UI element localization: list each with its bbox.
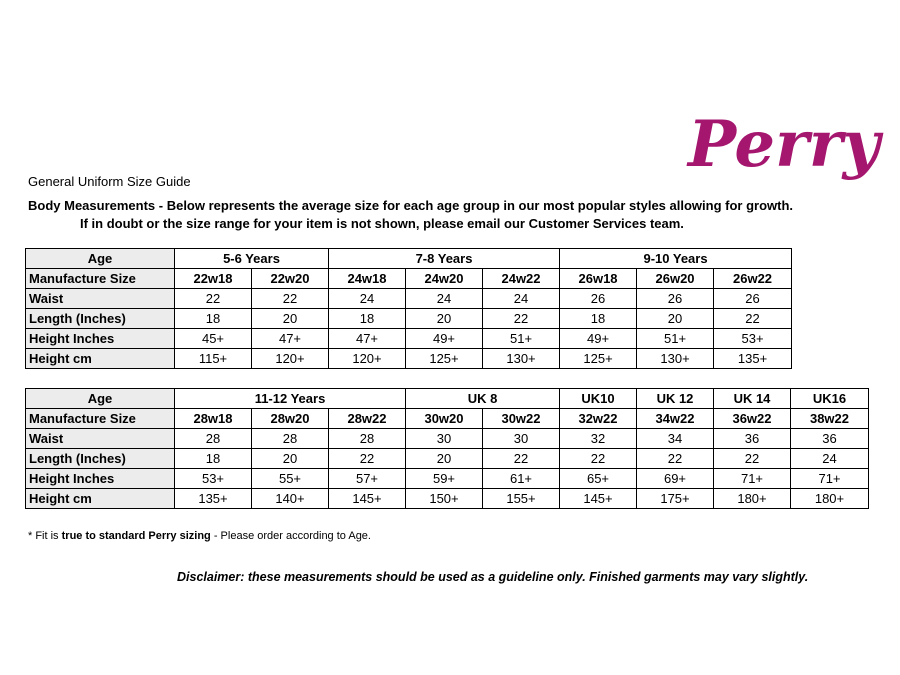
height-cm-cell: 145+	[560, 489, 637, 509]
row-label-age: Age	[26, 249, 175, 269]
size-cell: 26w22	[714, 269, 792, 289]
height-inches-cell: 53+	[175, 469, 252, 489]
height-inches-cell: 71+	[714, 469, 791, 489]
intro-line-2: If in doubt or the size range for your item is not shown, please email our Customer Services team.	[80, 216, 684, 231]
size-cell: 24w20	[406, 269, 483, 289]
length-cell: 22	[637, 449, 714, 469]
size-cell: 38w22	[791, 409, 869, 429]
height-cm-cell: 145+	[329, 489, 406, 509]
height-inches-cell: 45+	[175, 329, 252, 349]
height-cm-cell: 180+	[714, 489, 791, 509]
height-cm-cell: 155+	[483, 489, 560, 509]
size-cell: 28w22	[329, 409, 406, 429]
height-cm-cell: 140+	[252, 489, 329, 509]
row-label-height-inches: Height Inches	[26, 469, 175, 489]
waist-cell: 22	[175, 289, 252, 309]
perry-logo-graphic	[686, 98, 880, 193]
height-cm-cell: 115+	[175, 349, 252, 369]
row-label-height-cm: Height cm	[26, 349, 175, 369]
waist-cell: 24	[406, 289, 483, 309]
waist-cell: 36	[791, 429, 869, 449]
age-group-header: UK 12	[637, 389, 714, 409]
length-cell: 20	[252, 309, 329, 329]
height-cm-cell: 120+	[252, 349, 329, 369]
size-cell: 22w18	[175, 269, 252, 289]
size-cell: 36w22	[714, 409, 791, 429]
waist-cell: 32	[560, 429, 637, 449]
size-cell: 26w20	[637, 269, 714, 289]
size-cell: 30w20	[406, 409, 483, 429]
age-group-header: 5-6 Years	[175, 249, 329, 269]
waist-cell: 26	[560, 289, 637, 309]
age-row	[26, 389, 869, 409]
logo-wordmark: Perry	[688, 107, 880, 182]
height-cm-row	[26, 489, 869, 509]
age-group-header: 11-12 Years	[175, 389, 406, 409]
waist-cell: 28	[252, 429, 329, 449]
row-label-age: Age	[26, 389, 175, 409]
length-row	[26, 309, 792, 329]
height-inches-cell: 49+	[560, 329, 637, 349]
length-cell: 22	[483, 309, 560, 329]
row-label-manufacture-size: Manufacture Size	[26, 269, 175, 289]
waist-cell: 36	[714, 429, 791, 449]
height-inches-cell: 61+	[483, 469, 560, 489]
waist-cell: 28	[175, 429, 252, 449]
age-group-header: UK16	[791, 389, 869, 409]
waist-cell: 30	[483, 429, 560, 449]
height-cm-cell: 175+	[637, 489, 714, 509]
fit-footnote	[28, 530, 371, 542]
waist-cell: 24	[329, 289, 406, 309]
waist-cell: 24	[483, 289, 560, 309]
age-group-header: 7-8 Years	[329, 249, 560, 269]
perry-logo	[686, 98, 880, 193]
height-cm-cell: 180+	[791, 489, 869, 509]
size-cell: 24w22	[483, 269, 560, 289]
footnote-prefix: * Fit is	[28, 530, 62, 542]
length-cell: 18	[560, 309, 637, 329]
manufacture-size-row	[26, 409, 869, 429]
height-cm-cell: 130+	[483, 349, 560, 369]
row-label-height-cm: Height cm	[26, 489, 175, 509]
height-cm-cell: 125+	[560, 349, 637, 369]
row-label-length: Length (Inches)	[26, 449, 175, 469]
footnote-bold: true to standard Perry sizing	[61, 530, 211, 542]
height-inches-cell: 55+	[252, 469, 329, 489]
length-cell: 18	[329, 309, 406, 329]
height-cm-cell: 150+	[406, 489, 483, 509]
length-cell: 18	[175, 309, 252, 329]
size-cell: 24w18	[329, 269, 406, 289]
length-cell: 22	[714, 449, 791, 469]
row-label-waist: Waist	[26, 429, 175, 449]
height-inches-row	[26, 469, 869, 489]
age-group-header: UK 8	[406, 389, 560, 409]
size-table-1	[25, 248, 792, 369]
page-title: General Uniform Size Guide	[28, 174, 191, 189]
length-cell: 18	[175, 449, 252, 469]
waist-cell: 26	[637, 289, 714, 309]
length-cell: 24	[791, 449, 869, 469]
size-cell: 28w18	[175, 409, 252, 429]
height-cm-cell: 130+	[637, 349, 714, 369]
waist-cell: 30	[406, 429, 483, 449]
size-cell: 26w18	[560, 269, 637, 289]
height-cm-cell: 135+	[714, 349, 792, 369]
height-cm-row	[26, 349, 792, 369]
length-cell: 22	[560, 449, 637, 469]
manufacture-size-row	[26, 269, 792, 289]
height-inches-cell: 47+	[252, 329, 329, 349]
length-row	[26, 449, 869, 469]
size-cell: 22w20	[252, 269, 329, 289]
row-label-length: Length (Inches)	[26, 309, 175, 329]
height-cm-cell: 125+	[406, 349, 483, 369]
age-row	[26, 249, 792, 269]
height-inches-cell: 69+	[637, 469, 714, 489]
size-cell: 30w22	[483, 409, 560, 429]
waist-row	[26, 289, 792, 309]
length-cell: 20	[252, 449, 329, 469]
length-cell: 20	[406, 309, 483, 329]
length-cell: 22	[483, 449, 560, 469]
row-label-waist: Waist	[26, 289, 175, 309]
waist-cell: 34	[637, 429, 714, 449]
size-cell: 32w22	[560, 409, 637, 429]
waist-cell: 26	[714, 289, 792, 309]
footnote-suffix: - Please order according to Age.	[210, 530, 371, 542]
height-inches-cell: 51+	[637, 329, 714, 349]
size-cell: 28w20	[252, 409, 329, 429]
height-inches-cell: 57+	[329, 469, 406, 489]
height-inches-cell: 53+	[714, 329, 792, 349]
height-inches-cell: 51+	[483, 329, 560, 349]
waist-cell: 22	[252, 289, 329, 309]
disclaimer: Disclaimer: these measurements should be used as a guideline only. Finished garments may vary slightly.	[177, 570, 809, 584]
length-cell: 22	[329, 449, 406, 469]
height-inches-cell: 65+	[560, 469, 637, 489]
size-cell: 34w22	[637, 409, 714, 429]
height-inches-cell: 47+	[329, 329, 406, 349]
age-group-header: UK10	[560, 389, 637, 409]
height-inches-row	[26, 329, 792, 349]
row-label-height-inches: Height Inches	[26, 329, 175, 349]
waist-cell: 28	[329, 429, 406, 449]
height-cm-cell: 135+	[175, 489, 252, 509]
size-table-2	[25, 388, 869, 509]
age-group-header: 9-10 Years	[560, 249, 792, 269]
row-label-manufacture-size: Manufacture Size	[26, 409, 175, 429]
waist-row	[26, 429, 869, 449]
height-cm-cell: 120+	[329, 349, 406, 369]
length-cell: 20	[406, 449, 483, 469]
length-cell: 20	[637, 309, 714, 329]
height-inches-cell: 71+	[791, 469, 869, 489]
age-group-header: UK 14	[714, 389, 791, 409]
height-inches-cell: 59+	[406, 469, 483, 489]
height-inches-cell: 49+	[406, 329, 483, 349]
intro-line-1: Body Measurements - Below represents the average size for each age group in our most popular styles allowing for growth.	[28, 198, 794, 213]
length-cell: 22	[714, 309, 792, 329]
